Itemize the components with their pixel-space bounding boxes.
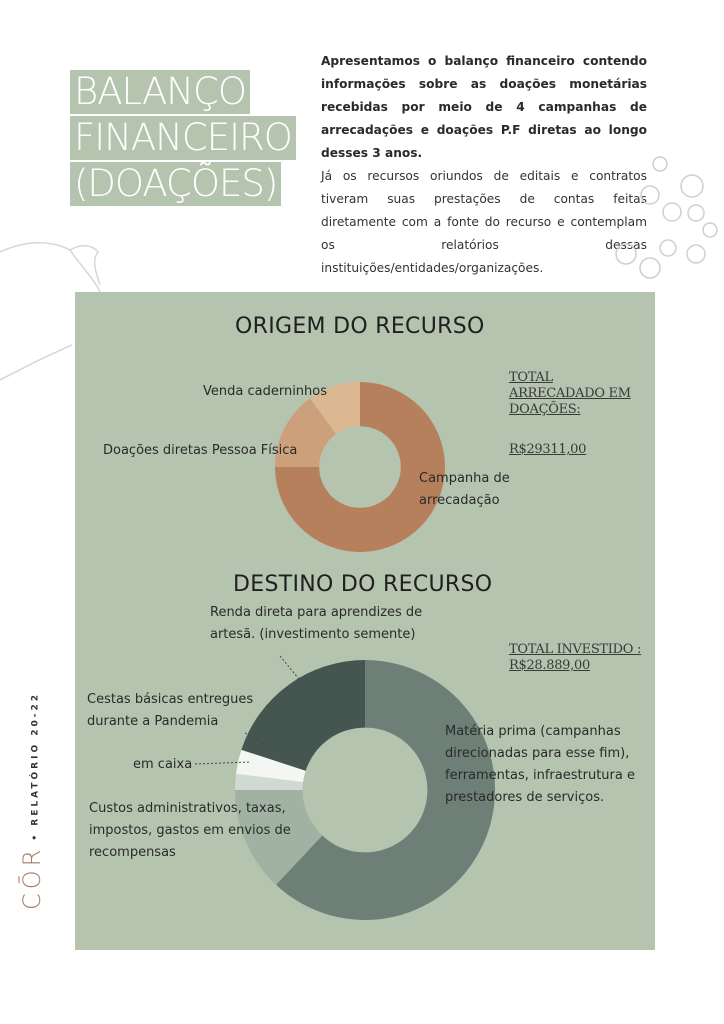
title-line-3: (DOAÇÕES) xyxy=(70,162,281,206)
intro-bold-paragraph: Apresentamos o balanço financeiro contendo informações sobre as doações monetárias recebidas por meio de 4 campanhas de arrecadações e doações P.F diretas ao longo desses 3 anos. xyxy=(321,54,647,160)
page-title xyxy=(70,70,300,208)
decorative-circles xyxy=(612,150,722,280)
intro-text xyxy=(321,50,647,280)
destino-total-value: R$28.889,00 xyxy=(509,658,590,673)
destino-total-label: TOTAL INVESTIDO : xyxy=(509,642,642,657)
label-venda-caderninhos: Venda caderninhos xyxy=(203,384,328,399)
label-doacoes-diretas: Doações diretas Pessoa Física xyxy=(103,443,298,458)
report-label: • RELATÓRIO 20-22 xyxy=(30,691,41,841)
label-custos: Custos administrativos, taxas, impostos, gastos em envios de recompensas xyxy=(89,801,291,860)
leader-lines xyxy=(75,292,655,950)
origem-title: ORIGEM DO RECURSO xyxy=(235,314,485,339)
label-materia-prima: Matéria prima (campanhas direcionadas para esse fim), ferramentas, infraestrutura e prestadores de serviços. xyxy=(445,724,635,805)
label-renda-direta: Renda direta para aprendizes de artesã. (investimento semente) xyxy=(210,605,423,642)
side-branding xyxy=(18,680,58,920)
label-cestas-basicas: Cestas básicas entregues durante a Pandemia xyxy=(87,692,254,729)
label-campanha: Campanha de arrecadação xyxy=(419,471,510,508)
destino-title: DESTINO DO RECURSO xyxy=(233,572,493,597)
label-em-caixa: em caixa xyxy=(133,757,193,772)
title-line-2: FINANCEIRO xyxy=(70,116,296,160)
origem-total-label: TOTAL ARRECADADO EM DOAÇÕES: xyxy=(509,370,631,417)
brand-logo-text: CŌR xyxy=(18,845,46,910)
chart-panel xyxy=(75,292,655,950)
intro-normal-paragraph: Já os recursos oriundos de editais e contratos tiveram suas prestações de contas feitas diretamente com a fonte do recurso e contemplam os relatórios dessas instituições/entidades/organizações. xyxy=(321,169,647,275)
origem-total-value: R$29311,00 xyxy=(509,442,587,457)
title-line-1: BALANÇO xyxy=(70,70,250,114)
